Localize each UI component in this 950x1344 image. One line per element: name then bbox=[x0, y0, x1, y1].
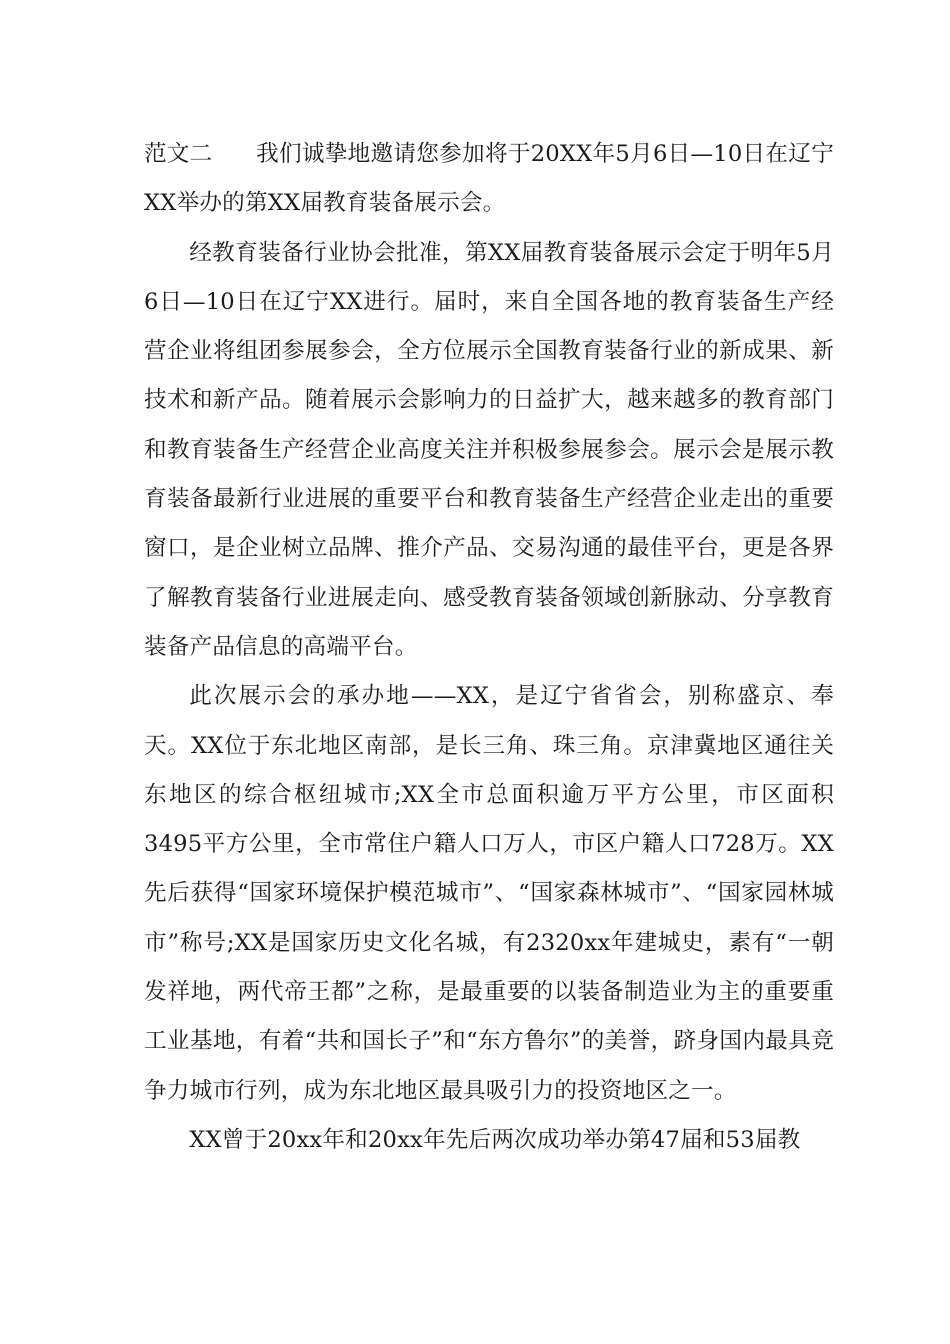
paragraph-intro bbox=[144, 130, 834, 229]
document-body bbox=[144, 130, 834, 1165]
paragraph-exhibition: 经教育装备行业协会批准，第XX届教育装备展示会定于明年5月6日—10日在辽宁XX进行。届时，来自全国各地的教育装备生产经营企业将组团参展参会，全方位展示全国教育装备行业的新成果、新技术和新产品。随着展示会影响力的日益扩大，越来越多的教育部门和教育装备生产经营企业高度关注并积极参展参会。展示会是展示教育装备最新行业进展的重要平台和教育装备生产经营企业走出的重要窗口，是企业树立品牌、推介产品、交易沟通的最佳平台，更是各界了解教育装备行业进展走向、感受教育装备领域创新脉动、分享教育装备产品信息的高端平台。 bbox=[144, 239, 834, 660]
sample-label: 范文二 bbox=[144, 141, 213, 167]
paragraph-host-city: 此次展示会的承办地——XX，是辽宁省省会，别称盛京、奉天。XX位于东北地区南部，是长三角、珠三角。京津冀地区通往关东地区的综合枢纽城市;XX全市总面积逾万平方公里，市区面积3495平方公里，全市常住户籍人口万人，市区户籍人口728万。XX先后获得“国家环境保护模范城市”、“国家森林城市”、“国家园林城市”称号;XX是国家历史文化名城，有2320xx年建城史，素有“一朝发祥地，两代帝王都”之称，是最重要的以装备制造业为主的重要重工业基地，有着“共和国长子”和“东方鲁尔”的美誉，跻身国内最具竞争力城市行列，成为东北地区最具吸引力的投资地区之一。 bbox=[144, 683, 834, 1104]
paragraph-intro-text: 我们诚挚地邀请您参加将于20XX年5月6日—10日在辽宁XX举办的第XX届教育装备展示会。 bbox=[144, 141, 834, 217]
paragraph-history: XX曾于20xx年和20xx年先后两次成功举办第47届和53届教 bbox=[189, 1126, 801, 1153]
